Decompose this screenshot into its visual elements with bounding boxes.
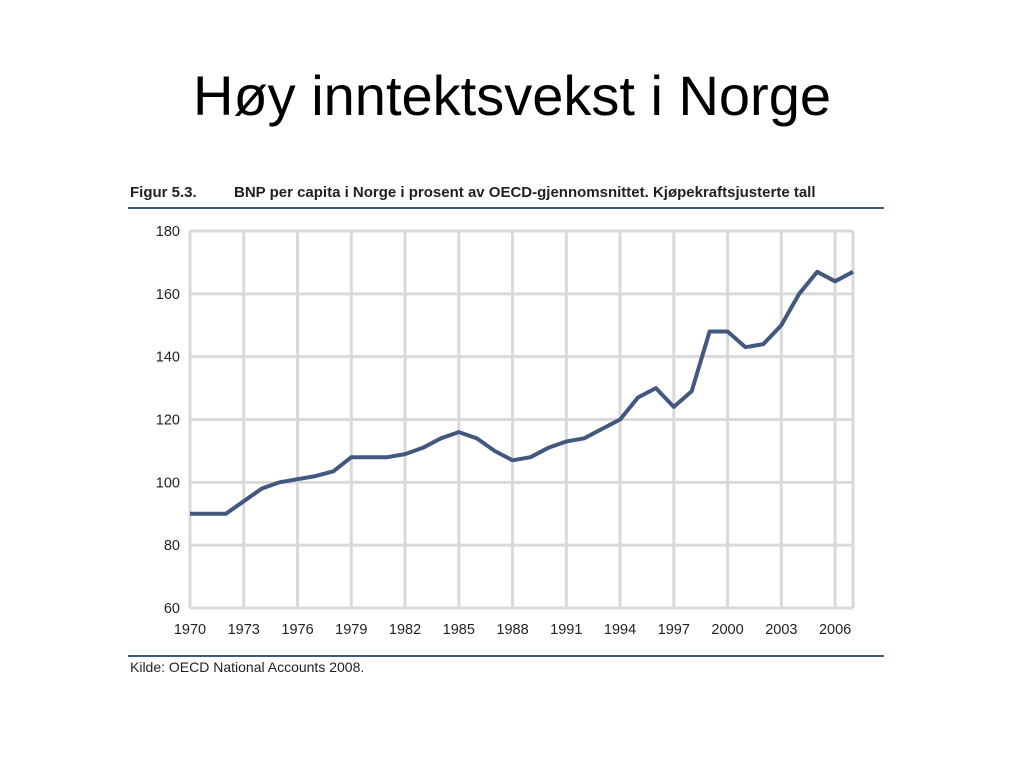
y-tick-label: 120 — [155, 412, 180, 429]
y-tick-label: 60 — [163, 601, 180, 617]
y-tick-label: 180 — [155, 224, 180, 240]
x-tick-label: 1973 — [227, 622, 260, 638]
x-tick-label: 1976 — [281, 622, 314, 638]
figure-caption: BNP per capita i Norge i prosent av OECD-gjennomsnittet. Kjøpekraftsjusterte tall — [234, 184, 816, 201]
y-tick-label: 80 — [163, 538, 180, 555]
figure-top-rule — [128, 207, 884, 209]
figure-number: Figur 5.3. — [130, 184, 197, 201]
series-line — [190, 272, 853, 514]
figure-source: Kilde: OECD National Accounts 2008. — [130, 659, 365, 675]
slide-title: Høy inntektsvekst i Norge — [193, 64, 831, 127]
figure-bottom-rule — [128, 655, 884, 657]
x-tick-label: 1988 — [496, 622, 529, 638]
x-tick-label: 1982 — [388, 622, 422, 638]
x-tick-label: 1994 — [603, 622, 637, 638]
y-tick-label: 160 — [155, 286, 180, 303]
x-tick-label: 1970 — [173, 622, 207, 638]
line-chart — [128, 212, 868, 642]
x-tick-label: 1991 — [550, 622, 583, 638]
y-tick-label: 140 — [155, 349, 180, 366]
x-tick-label: 1997 — [657, 622, 690, 638]
x-tick-label: 2006 — [818, 622, 852, 638]
figure-header — [130, 184, 884, 206]
x-tick-label: 1979 — [335, 622, 368, 638]
x-tick-label: 2000 — [711, 622, 744, 638]
x-tick-label: 1985 — [442, 622, 475, 638]
x-tick-label: 2003 — [765, 622, 798, 638]
y-tick-label: 100 — [155, 475, 180, 492]
